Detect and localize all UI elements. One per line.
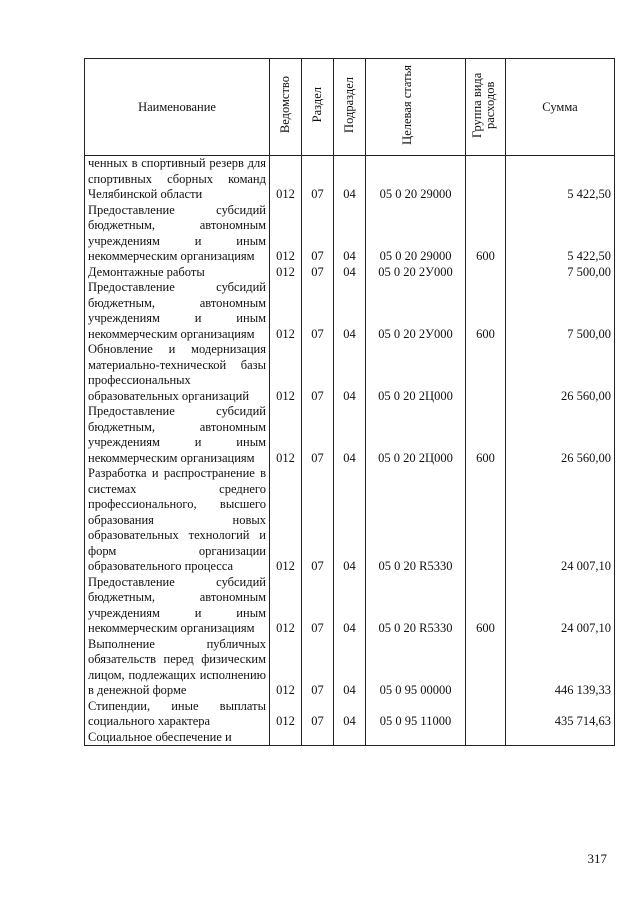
cell-grp: [466, 156, 506, 203]
cell-grp: 600: [466, 404, 506, 466]
table-row: [85, 156, 615, 203]
cell-pod: 04: [334, 466, 366, 575]
cell-ved: 012: [270, 280, 302, 342]
cell-grp: [466, 342, 506, 404]
cell-pod: 04: [334, 699, 366, 730]
cell-pod: [334, 730, 366, 746]
cell-raz: 07: [302, 156, 334, 203]
cell-name: Предоставление субсидий бюджетным, автономным учреждениям и иным некоммерческим организациям: [85, 575, 270, 637]
cell-ved: 012: [270, 265, 302, 281]
header-vedomstvo: Ведомство: [270, 59, 302, 156]
cell-grp: 600: [466, 203, 506, 265]
cell-grp: [466, 637, 506, 699]
cell-sum: 5 422,50: [506, 203, 615, 265]
cell-pod: 04: [334, 203, 366, 265]
header-summa: Сумма: [506, 59, 615, 156]
cell-name: Предоставление субсидий бюджетным, автономным учреждениям и иным некоммерческим организациям: [85, 280, 270, 342]
cell-sum: 435 714,63: [506, 699, 615, 730]
cell-raz: 07: [302, 575, 334, 637]
cell-sum: [506, 730, 615, 746]
cell-pod: 04: [334, 575, 366, 637]
header-celevaya: Целевая статья: [366, 59, 466, 156]
table-row: [85, 466, 615, 575]
cell-cel: 05 0 95 00000: [366, 637, 466, 699]
header-razdel: Раздел: [302, 59, 334, 156]
cell-pod: 04: [334, 404, 366, 466]
cell-pod: 04: [334, 280, 366, 342]
cell-raz: 07: [302, 466, 334, 575]
cell-cel: [366, 730, 466, 746]
cell-grp: [466, 466, 506, 575]
cell-name: Разработка и распространение в системах среднего профессионального, высшего образования новых образовательных технологий и форм организации образовательного процесса: [85, 466, 270, 575]
cell-ved: 012: [270, 699, 302, 730]
cell-name: Предоставление субсидий бюджетным, автономным учреждениям и иным некоммерческим организациям: [85, 203, 270, 265]
cell-grp: [466, 699, 506, 730]
cell-cel: 05 0 20 R5330: [366, 466, 466, 575]
cell-name: Демонтажные работы: [85, 265, 270, 281]
cell-cel: 05 0 20 R5330: [366, 575, 466, 637]
cell-name: Предоставление субсидий бюджетным, автономным учреждениям и иным некоммерческим организациям: [85, 404, 270, 466]
table-row: [85, 699, 615, 730]
table-row: [85, 637, 615, 699]
cell-grp: [466, 730, 506, 746]
cell-raz: 07: [302, 342, 334, 404]
page-number: 317: [587, 851, 607, 866]
cell-ved: 012: [270, 575, 302, 637]
cell-raz: 07: [302, 203, 334, 265]
cell-raz: 07: [302, 404, 334, 466]
cell-ved: 012: [270, 466, 302, 575]
cell-pod: 04: [334, 637, 366, 699]
header-podrazdel: Подраздел: [334, 59, 366, 156]
cell-pod: 04: [334, 265, 366, 281]
cell-cel: 05 0 20 2Ц000: [366, 404, 466, 466]
cell-pod: 04: [334, 156, 366, 203]
table-header-row: [85, 59, 615, 156]
table-row: [85, 575, 615, 637]
cell-sum: 24 007,10: [506, 466, 615, 575]
cell-sum: 7 500,00: [506, 265, 615, 281]
cell-sum: 7 500,00: [506, 280, 615, 342]
cell-ved: [270, 730, 302, 746]
table-row: [85, 203, 615, 265]
cell-grp: 600: [466, 280, 506, 342]
cell-sum: 26 560,00: [506, 404, 615, 466]
cell-name: Обновление и модернизация материально-технической базы профессиональных образовательных организаций: [85, 342, 270, 404]
cell-ved: 012: [270, 156, 302, 203]
cell-cel: 05 0 20 2У000: [366, 280, 466, 342]
table-row: [85, 730, 615, 746]
cell-grp: [466, 265, 506, 281]
header-gruppa: Группа вида расходов: [466, 59, 506, 156]
cell-ved: 012: [270, 203, 302, 265]
budget-table: [84, 58, 615, 746]
table-row: [85, 280, 615, 342]
cell-raz: 07: [302, 280, 334, 342]
cell-name: Выполнение публичных обязательств перед физическим лицом, подлежащих исполнению в денежной форме: [85, 637, 270, 699]
cell-raz: 07: [302, 265, 334, 281]
cell-name: Стипендии, иные выплаты социального характера: [85, 699, 270, 730]
cell-cel: 05 0 20 29000: [366, 156, 466, 203]
cell-sum: 446 139,33: [506, 637, 615, 699]
cell-grp: 600: [466, 575, 506, 637]
cell-raz: 07: [302, 637, 334, 699]
table-row: [85, 404, 615, 466]
cell-raz: 07: [302, 699, 334, 730]
header-name: Наименование: [85, 59, 270, 156]
cell-ved: 012: [270, 342, 302, 404]
cell-raz: [302, 730, 334, 746]
cell-cel: 05 0 20 2У000: [366, 265, 466, 281]
cell-name: Социальное обеспечение и: [85, 730, 270, 746]
cell-sum: 26 560,00: [506, 342, 615, 404]
table-row: [85, 342, 615, 404]
cell-cel: 05 0 20 29000: [366, 203, 466, 265]
cell-pod: 04: [334, 342, 366, 404]
cell-cel: 05 0 95 11000: [366, 699, 466, 730]
cell-ved: 012: [270, 637, 302, 699]
cell-ved: 012: [270, 404, 302, 466]
cell-sum: 24 007,10: [506, 575, 615, 637]
cell-sum: 5 422,50: [506, 156, 615, 203]
table-row: [85, 265, 615, 281]
cell-name: ченных в спортивный резерв для спортивных сборных команд Челябинской области: [85, 156, 270, 203]
cell-cel: 05 0 20 2Ц000: [366, 342, 466, 404]
